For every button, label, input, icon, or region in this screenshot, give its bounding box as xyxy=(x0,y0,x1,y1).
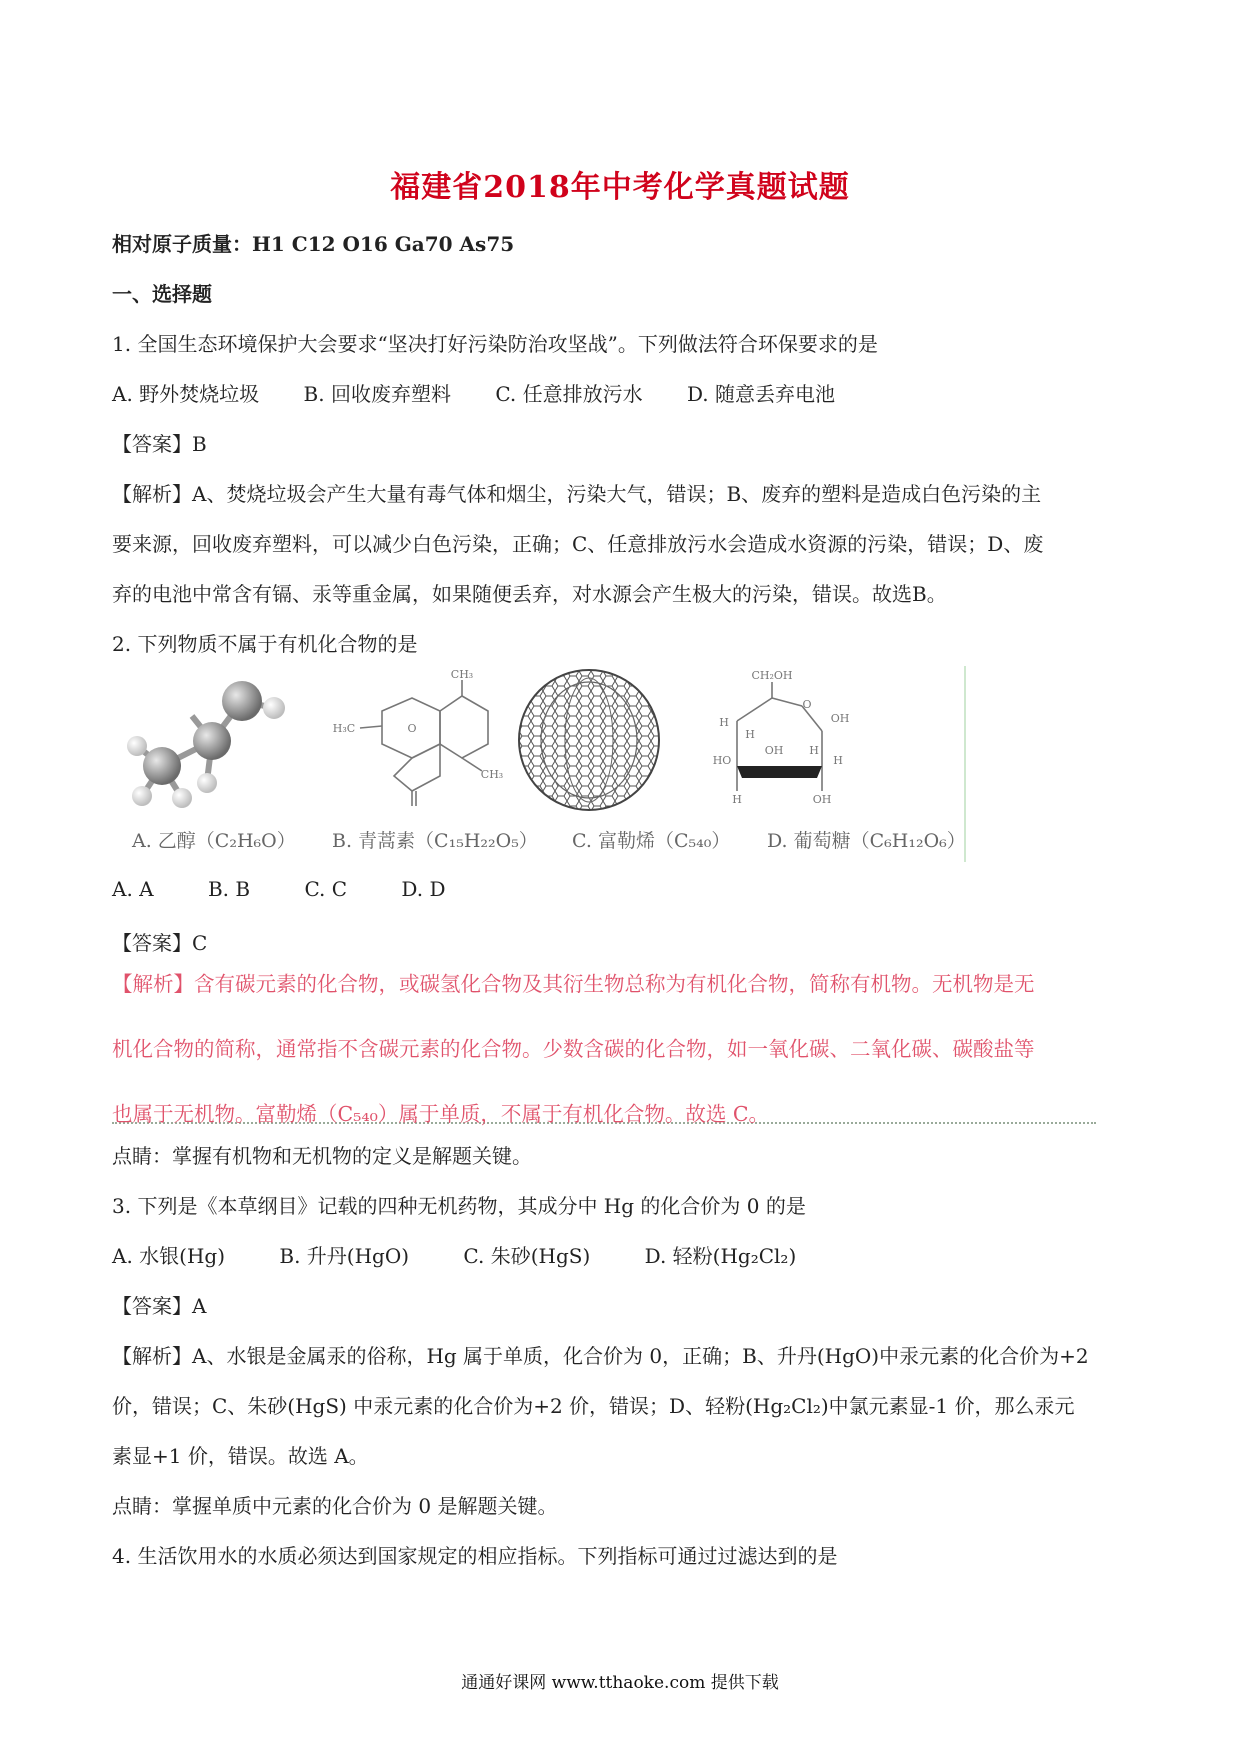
d-ho-label: HO xyxy=(712,754,732,767)
b-h3c-label: H₃C xyxy=(332,722,356,735)
atomic-mass-line: 相对原子质量：H1 C12 O16 Ga70 As75 xyxy=(112,232,515,256)
caption-d: D. 葡萄糖（C₆H₁₂O₆） xyxy=(767,830,966,852)
artemisinin-structure xyxy=(312,666,512,816)
q3-option-a: A. 水银(Hg) xyxy=(112,1244,226,1268)
q2-analysis-line-1: 【解析】含有碳元素的化合物，或碳氢化合物及其衍生物总称为有机化合物，简称有机物。无机物是无 xyxy=(112,972,1035,996)
q2-tip: 点睛：掌握有机物和无机物的定义是解题关键。 xyxy=(112,1144,532,1168)
b-ch3-top-label: CH₃ xyxy=(450,668,474,681)
d-ch2oh-label: CH₂OH xyxy=(751,669,793,682)
q4-stem: 4. 生活饮用水的水质必须达到国家规定的相应指标。下列指标可通过过滤达到的是 xyxy=(112,1544,838,1568)
ethanol-model xyxy=(112,666,302,816)
q1-options xyxy=(112,378,873,407)
q2-options xyxy=(112,877,483,901)
q3-analysis-line-2: 价，错误；C、朱砂(HgS) 中汞元素的化合价为+2 价，错误；D、轻粉(Hg₂Cl₂)中氯元素显-1 价，那么汞元 xyxy=(112,1394,1075,1418)
q3-tip: 点睛：掌握单质中元素的化合价为 0 是解题关键。 xyxy=(112,1494,558,1518)
d-o-label: O xyxy=(802,698,812,711)
d-h-label-1: H xyxy=(719,716,729,729)
caption-b: B. 青蒿素（C₁₅H₂₂O₅） xyxy=(332,830,538,852)
q2-answer: 【答案】C xyxy=(112,931,208,955)
q3-option-c: C. 朱砂(HgS) xyxy=(463,1244,591,1268)
d-h-label-5: H xyxy=(732,793,742,806)
fullerene-cage xyxy=(507,666,667,816)
q1-option-d: D. 随意丢弃电池 xyxy=(686,382,836,406)
q2-option-c: C. C xyxy=(304,877,348,901)
q2-analysis-line-2: 机化合物的简称，通常指不含碳元素的化合物。少数含碳的化合物，如一氧化碳、二氧化碳、碳酸盐等 xyxy=(112,1037,1035,1061)
section-heading: 一、选择题 xyxy=(112,282,212,306)
q1-analysis-line-1: 【解析】A、焚烧垃圾会产生大量有毒气体和烟尘，污染大气，错误；B、废弃的塑料是造成白色污染的主 xyxy=(112,482,1042,506)
glucose-structure xyxy=(692,666,892,816)
d-h-label-4: H xyxy=(833,754,843,767)
q1-analysis-line-2: 要来源，回收废弃塑料，可以减少白色污染，正确；C、任意排放污水会造成水资源的污染，错误；D、废 xyxy=(112,532,1044,556)
d-h-label-3: H xyxy=(809,744,819,757)
q3-option-d: D. 轻粉(Hg₂Cl₂) xyxy=(644,1244,797,1268)
q3-answer: 【答案】A xyxy=(112,1294,207,1318)
page-title: 福建省2018年中考化学真题试题 xyxy=(390,170,850,205)
q2-option-b: B. B xyxy=(207,877,251,901)
d-oh-label-2: OH xyxy=(764,744,784,757)
q2-option-a: A. A xyxy=(112,877,154,901)
b-o-label: O xyxy=(407,722,417,735)
q1-stem: 1. 全国生态环境保护大会要求“坚决打好污染防治攻坚战”。下列做法符合环保要求的是 xyxy=(112,332,878,356)
q3-analysis-line-3: 素显+1 价，错误。故选 A。 xyxy=(112,1444,369,1468)
q2-option-d: D. D xyxy=(401,877,446,901)
q2-stem: 2. 下列物质不属于有机化合物的是 xyxy=(112,632,418,656)
d-oh-label-1: OH xyxy=(830,712,850,725)
q1-option-c: C. 任意排放污水 xyxy=(495,382,643,406)
q3-stem: 3. 下列是《本草纲目》记载的四种无机药物，其成分中 Hg 的化合价为 0 的是 xyxy=(112,1194,806,1218)
q1-option-b: B. 回收废弃塑料 xyxy=(303,382,451,406)
d-oh-label-3: OH xyxy=(812,793,832,806)
q3-option-b: B. 升丹(HgO) xyxy=(279,1244,410,1268)
caption-a: A. 乙醇（C₂H₆O） xyxy=(132,830,296,852)
q2-figure xyxy=(112,666,966,862)
q3-options xyxy=(112,1240,834,1269)
q1-answer: 【答案】B xyxy=(112,432,207,456)
page-footer: 通通好课网 www.tthaoke.com 提供下载 xyxy=(461,1673,779,1693)
q1-option-a: A. 野外焚烧垃圾 xyxy=(112,382,260,406)
d-h-label-2: H xyxy=(745,728,755,741)
q2-analysis-line-3: 也属于无机物。富勒烯（C₅₄₀）属于单质，不属于有机化合物。故选 C。 xyxy=(112,1102,770,1126)
caption-c: C. 富勒烯（C₅₄₀） xyxy=(572,830,731,852)
b-ch3-right-label: CH₃ xyxy=(480,768,504,781)
q1-analysis-line-3: 弃的电池中常含有镉、汞等重金属，如果随便丢弃，对水源会产生极大的污染，错误。故选B。 xyxy=(112,582,947,606)
q3-analysis-line-1: 【解析】A、水银是金属汞的俗称，Hg 属于单质，化合价为 0，正确；B、升丹(HgO)中汞元素的化合价为+2 xyxy=(112,1344,1089,1368)
